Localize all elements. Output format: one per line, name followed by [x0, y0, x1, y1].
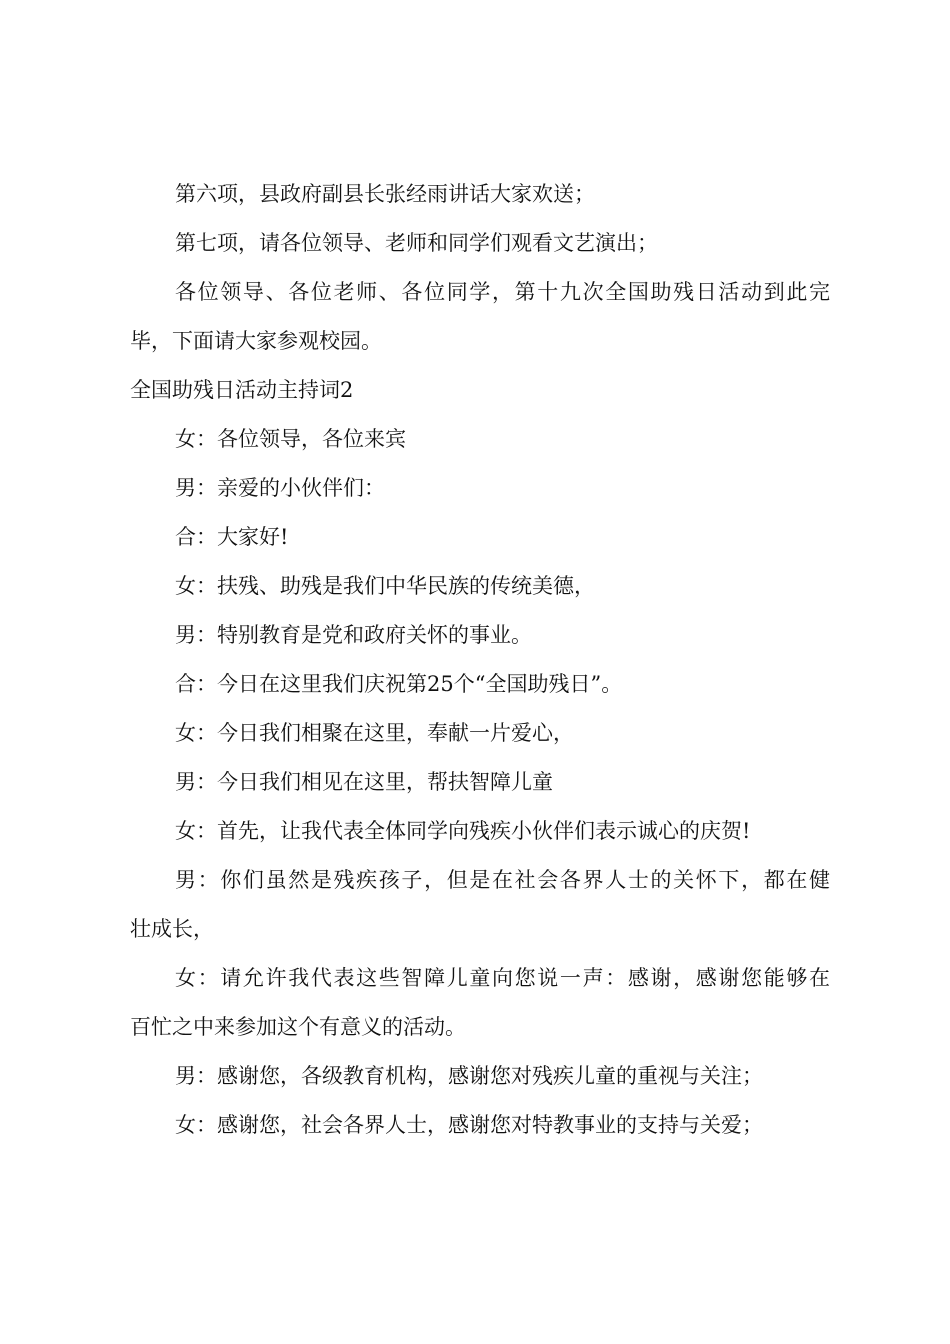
paragraph-line: 第六项，县政府副县长张经雨讲话大家欢送； — [175, 182, 595, 206]
paragraph-line: 男：特别教育是党和政府关怀的事业。 — [175, 623, 532, 647]
paragraph-line: 女：今日我们相聚在这里，奉献一片爱心， — [175, 721, 574, 745]
paragraph-line: 合：今日在这里我们庆祝第25个“全国助残日”。 — [175, 672, 623, 696]
paragraph-line: 男：感谢您，各级教育机构，感谢您对残疾儿童的重视与关注； — [175, 1064, 763, 1088]
paragraph-line: 百忙之中来参加这个有意义的活动。 — [130, 1015, 466, 1039]
paragraph-line: 毕，下面请大家参观校园。 — [130, 329, 382, 353]
paragraph-line: 女：各位领导，各位来宾 — [175, 427, 406, 451]
paragraph-line: 女：感谢您，社会各界人士，感谢您对特教事业的支持与关爱； — [175, 1113, 763, 1137]
paragraph-line: 男：你们虽然是残疾孩子，但是在社会各界人士的关怀下，都在健 — [175, 868, 830, 892]
section-title: 全国助残日活动主持词2 — [130, 378, 354, 402]
paragraph-line: 壮成长， — [130, 917, 214, 941]
paragraph-line: 各位领导、各位老师、各位同学，第十九次全国助残日活动到此完 — [175, 280, 830, 304]
paragraph-line: 男：今日我们相见在这里，帮扶智障儿童 — [175, 770, 553, 794]
paragraph-line: 女：扶残、助残是我们中华民族的传统美德， — [175, 574, 595, 598]
paragraph-line: 女：首先，让我代表全体同学向残疾小伙伴们表示诚心的庆贺! — [175, 819, 751, 843]
paragraph-line: 第七项，请各位领导、老师和同学们观看文艺演出； — [175, 231, 658, 255]
document-body — [130, 182, 830, 1162]
paragraph-line: 女：请允许我代表这些智障儿童向您说一声：感谢，感谢您能够在 — [175, 966, 830, 990]
paragraph-line: 合：大家好! — [175, 525, 289, 549]
paragraph-line: 男：亲爱的小伙伴们： — [175, 476, 385, 500]
